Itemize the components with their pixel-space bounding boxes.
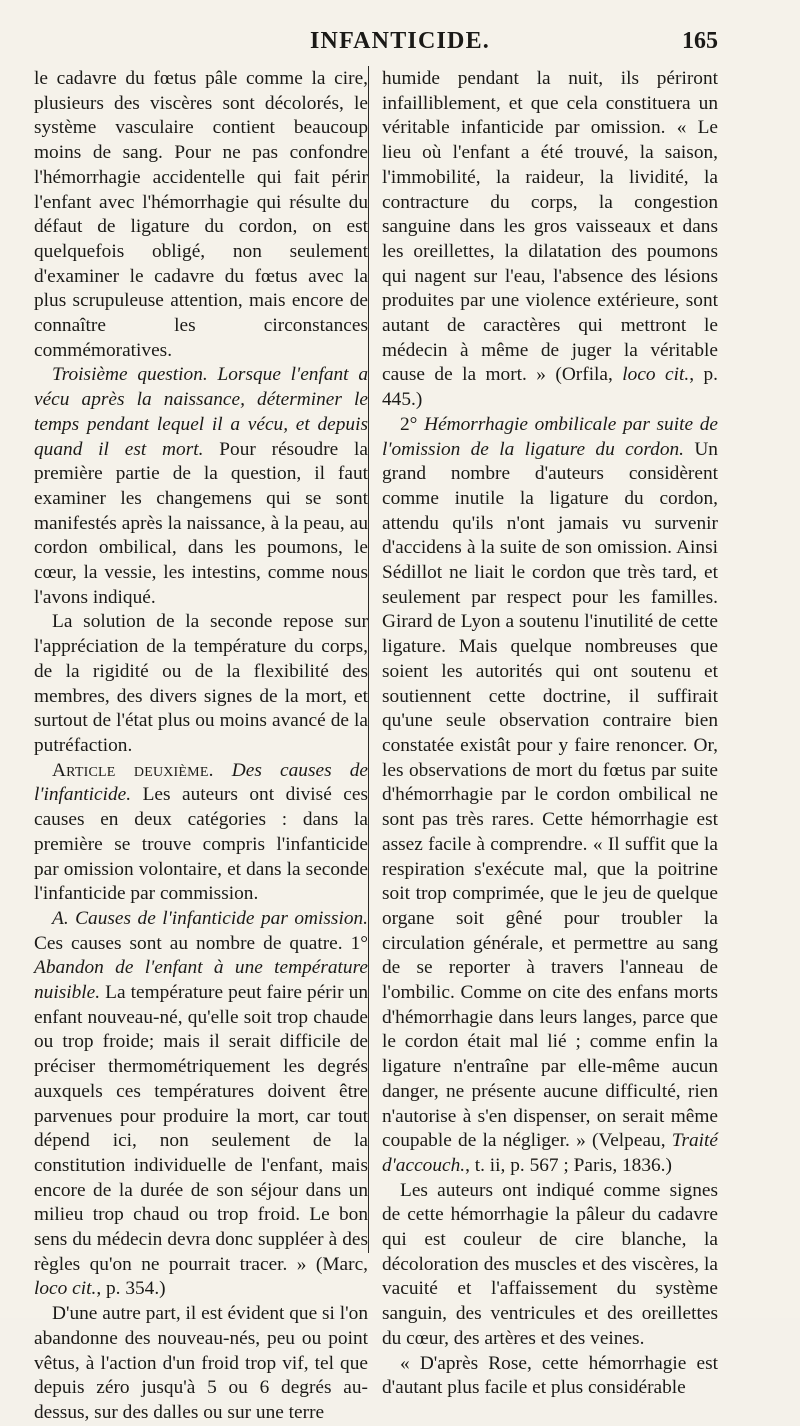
paragraph-3: La solution de la seconde repose sur l'appréciation de la température du corps, de la rigidité ou de la flexibilité des membres, des divers signes de la mort, et surtout de l'état plus ou moins avancé de la putréfaction. [34, 611, 368, 756]
citation-velpeau: Traité d'accouch. [382, 1130, 718, 1176]
section-a-heading: A. Causes de l'infanticide par omission. [52, 907, 368, 929]
paragraph-5-text-3: , p. 354.) [96, 1278, 166, 1300]
paragraph-5 [34, 907, 368, 1302]
third-question-heading: Troisième question. Lorsque l'enfant a vécu après la naissance, déterminer le temps pendant lequel il a vécu, et depuis quand il est mort. [34, 364, 368, 460]
paragraph-5-text-1: Ces causes sont au nombre de quatre. 1° [34, 932, 368, 954]
column-divider [368, 66, 369, 1253]
paragraph-8-text-2: , t. ii, p. 567 ; Paris, 1836.) [465, 1154, 672, 1176]
paragraph-4-text: Les auteurs ont divisé ces causes en deux catégories : dans la première se trouve compris l'infanticide par omission volontaire, et dans la seconde l'infanticide par commission. [34, 784, 368, 905]
paragraph-7-text-2: , p. 445.) [382, 364, 718, 411]
paragraph-4 [34, 759, 368, 907]
cause-2-number: 2° [400, 413, 425, 435]
paragraph-8-text-1: Un grand nombre d'auteurs considèrent comme inutile la ligature du cordon, attendu qu'ils n'ont jamais vu survenir d'accidens à la suite de son omission. Ainsi Sédillot ne liait le cordon que très tard, et seulement par respect pour les familles. Girard de Lyon a soutenu l'inutilité de cette ligature. Mais quelque nombreuses que soient les autorités qui ont soutenu et soutiennent cette doctrine, il suffirait qu'une seule observation contraire bien constatée existât pour y faire renoncer. Or, les observations de mort du fœtus par suite d'hémorrhagie par le cordon ombilical ne sont pas très rares. Cette hémorrhagie est assez facile à comprendre. « Il suffit que la respiration s'exécute mal, que la poitrine soit trop comprimée, que le jeu de quelque organe soit gêné pour troubler la circulation générale, et permettre au sang de se reporter à travers l'anneau de l'ombilic. Comme on cite des enfans morts d'hémorrhagie dans leurs langes, parce que le cordon était mal lié ; comme enfin la ligature n'entraîne par elle-même aucun danger, ne présente aucune difficulté, rien n'autorise à s'en dispenser, on serait même coupable de la négliger. » (Velpeau, [382, 438, 718, 1152]
right-column [382, 67, 718, 1401]
paragraph-2-text: Pour résoudre la première partie de la question, il faut examiner les changemens qui se sont manifestés après la naissance, à la peau, au cordon ombilical, dans les poumons, le cœur, la vessie, les intestins, comme nous l'avons indiqué. [34, 438, 368, 608]
cause-2-heading: Hémorrhagie ombilicale par suite de l'omission de la ligature du cordon. [382, 413, 718, 460]
paragraph-6: D'une autre part, il est évident que si l'on abandonne des nouveau-nés, peu ou point vêtus, à l'action d'un froid trop vif, tel que depuis zéro jusqu'à 5 ou 6 degrés au-dessus, sur des dalles ou sur une terre [34, 1303, 368, 1423]
citation-loco-2: loco cit. [622, 364, 690, 386]
paragraph-8 [382, 413, 718, 1179]
paragraph-7 [382, 67, 718, 413]
paragraph-2 [34, 363, 368, 610]
page-number: 165 [682, 28, 718, 54]
article-title: Des causes de l'infanticide. [34, 759, 369, 806]
paragraph-5-text-2: La température peut faire périr un enfant nouveau-né, qu'elle soit trop chaude ou trop froide; mais il serait difficile de préciser thermométriquement les degrés auxquels ces températures doivent être parvenues pour produire la mort, car tout dépend ici, non seulement de la constitution individuelle de l'enfant, mais encore de la durée de son séjour dans un milieu trop chaud ou trop froid. Le bon sens du médecin devra donc suppléer à des règles qu'on ne pourrait tracer. » (Marc, [34, 982, 368, 1275]
paragraph-1: le cadavre du fœtus pâle comme la cire, plusieurs des viscères sont décolorés, le système vasculaire contient beaucoup moins de sang. Pour ne pas confondre l'hémorrhagie accidentelle qui fait périr l'enfant avec l'hémorrhagie qui résulte du défaut de ligature du cordon, on est quelquefois obligé, non seulement d'examiner le cadavre du fœtus avec la plus scrupuleuse attention, mais encore de connaître les circonstances commémoratives. [34, 68, 368, 361]
citation-loco: loco cit. [34, 1278, 97, 1300]
cause-1-heading: Abandon de l'enfant à une température nuisible. [34, 957, 368, 1004]
paragraph-7-text-1: humide pendant la nuit, ils périront infailliblement, et que cela constituera un véritable infanticide par omission. « Le lieu où l'enfant a été trouvé, la saison, l'immobilité, la raideur, la lividité, la contracture du corps, la congestion sanguine dans les gros vaisseaux et dans les oreillettes, la dilatation des poumons qui nagent sur l'eau, l'absence des lésions produites par une violence extérieure, sont autant de caractères qui mettront le médecin à même de juger la véritable cause de la mort. » (Orfila, [382, 68, 718, 386]
left-column [34, 67, 368, 1426]
running-title: INFANTICIDE. [310, 28, 490, 54]
article-heading: Article deuxième. [52, 759, 214, 781]
paragraph-9: Les auteurs ont indiqué comme signes de cette hémorrhagie la pâleur du cadavre qui est couleur de cire blanche, la décoloration des muscles et des viscères, la vacuité et l'affaissement du système sanguin, des ventricules et des oreillettes du cœur, des artères et des veines. [382, 1179, 718, 1349]
paragraph-10: « D'après Rose, cette hémorrhagie est d'autant plus facile et plus considérable [382, 1352, 718, 1399]
page-header [0, 28, 800, 68]
